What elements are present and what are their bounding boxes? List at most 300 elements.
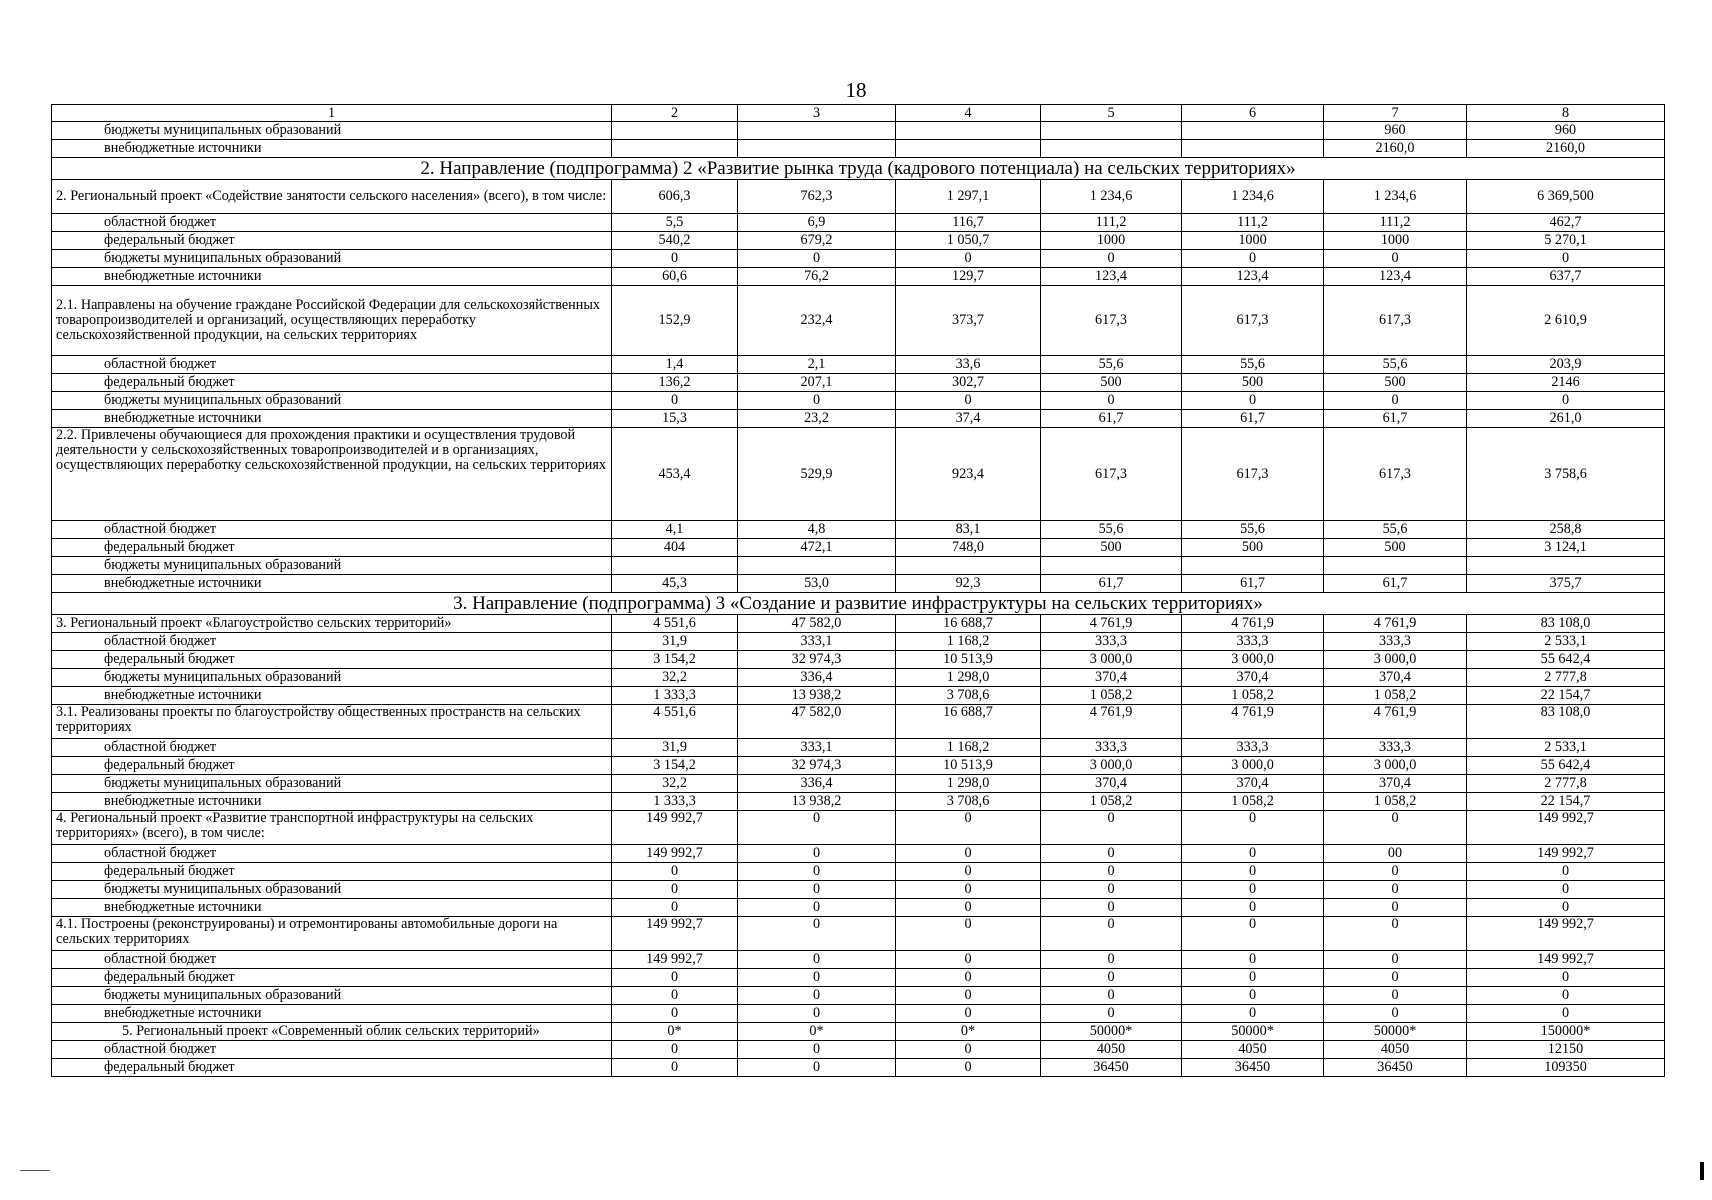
value-cell: 47 582,0 (738, 615, 896, 633)
value-cell: 1,4 (612, 356, 738, 374)
value-cell: 0 (1041, 881, 1182, 899)
value-cell: 3 000,0 (1182, 757, 1324, 775)
value-cell: 4 761,9 (1324, 705, 1467, 739)
value-cell: 3 758,6 (1467, 428, 1665, 521)
value-cell: 0 (1467, 881, 1665, 899)
table-row (52, 951, 1665, 969)
value-cell: 0 (1041, 863, 1182, 881)
value-cell (896, 140, 1041, 158)
value-cell: 0* (612, 1023, 738, 1041)
value-cell: 0 (896, 881, 1041, 899)
row-label: бюджеты муниципальных образований (52, 392, 612, 410)
value-cell: 500 (1324, 374, 1467, 392)
row-label: областной бюджет (52, 214, 612, 232)
value-cell: 0 (1467, 969, 1665, 987)
value-cell: 1000 (1182, 232, 1324, 250)
value-cell: 55 642,4 (1467, 757, 1665, 775)
table-row (52, 775, 1665, 793)
scan-edge-mark (1700, 1162, 1704, 1180)
value-cell: 0 (612, 881, 738, 899)
value-cell (1182, 122, 1324, 140)
value-cell: 2 777,8 (1467, 669, 1665, 687)
value-cell: 55,6 (1324, 521, 1467, 539)
table-row (52, 917, 1665, 951)
table-row (52, 268, 1665, 286)
header-cell: 8 (1467, 105, 1665, 122)
value-cell: 16 688,7 (896, 705, 1041, 739)
value-cell: 23,2 (738, 410, 896, 428)
value-cell: 61,7 (1041, 410, 1182, 428)
value-cell: 55,6 (1041, 521, 1182, 539)
header-cell: 4 (896, 105, 1041, 122)
table-row (52, 863, 1665, 881)
value-cell (1467, 557, 1665, 575)
value-cell: 0 (1182, 951, 1324, 969)
value-cell: 261,0 (1467, 410, 1665, 428)
value-cell: 4 551,6 (612, 615, 738, 633)
row-label: федеральный бюджет (52, 539, 612, 557)
table-row (52, 557, 1665, 575)
value-cell: 53,0 (738, 575, 896, 593)
value-cell: 55 642,4 (1467, 651, 1665, 669)
value-cell: 1 298,0 (896, 775, 1041, 793)
table-row (52, 214, 1665, 232)
value-cell: 1 058,2 (1041, 793, 1182, 811)
table-row (52, 575, 1665, 593)
value-cell: 0 (1467, 392, 1665, 410)
value-cell: 373,7 (896, 286, 1041, 356)
value-cell: 617,3 (1324, 286, 1467, 356)
table-row (52, 969, 1665, 987)
value-cell: 1000 (1324, 232, 1467, 250)
value-cell: 149 992,7 (1467, 951, 1665, 969)
value-cell: 0 (1182, 969, 1324, 987)
value-cell: 0 (738, 969, 896, 987)
value-cell: 3 000,0 (1324, 651, 1467, 669)
value-cell: 00 (1324, 845, 1467, 863)
value-cell (612, 140, 738, 158)
value-cell: 50000* (1041, 1023, 1182, 1041)
value-cell: 47 582,0 (738, 705, 896, 739)
value-cell: 333,3 (1324, 739, 1467, 757)
value-cell: 333,3 (1041, 739, 1182, 757)
value-cell: 0 (1182, 392, 1324, 410)
value-cell: 333,3 (1182, 633, 1324, 651)
value-cell: 4,1 (612, 521, 738, 539)
value-cell: 0 (738, 1005, 896, 1023)
value-cell: 0 (896, 917, 1041, 951)
table-row (52, 250, 1665, 268)
row-label: 2. Региональный проект «Содействие занятости сельского населения» (всего), в том числе: (52, 180, 612, 214)
value-cell: 150000* (1467, 1023, 1665, 1041)
table-row (52, 793, 1665, 811)
value-cell (1182, 557, 1324, 575)
value-cell (612, 122, 738, 140)
value-cell: 637,7 (1467, 268, 1665, 286)
value-cell: 0 (1041, 899, 1182, 917)
value-cell: 123,4 (1324, 268, 1467, 286)
value-cell: 3 124,1 (1467, 539, 1665, 557)
value-cell: 36450 (1041, 1059, 1182, 1077)
value-cell: 0 (1041, 917, 1182, 951)
value-cell (1324, 557, 1467, 575)
row-label: федеральный бюджет (52, 757, 612, 775)
value-cell: 50000* (1182, 1023, 1324, 1041)
value-cell: 333,3 (1041, 633, 1182, 651)
row-label: 4.1. Построены (реконструированы) и отремонтированы автомобильные дороги на сельских территориях (52, 917, 612, 951)
value-cell: 1 333,3 (612, 793, 738, 811)
value-cell: 1 058,2 (1182, 687, 1324, 705)
value-cell: 336,4 (738, 775, 896, 793)
row-label: областной бюджет (52, 739, 612, 757)
value-cell: 0 (896, 969, 1041, 987)
value-cell: 6 369,500 (1467, 180, 1665, 214)
value-cell: 0 (896, 951, 1041, 969)
value-cell: 0 (896, 392, 1041, 410)
value-cell: 0 (738, 863, 896, 881)
value-cell: 0 (1041, 987, 1182, 1005)
value-cell: 617,3 (1182, 428, 1324, 521)
value-cell: 500 (1182, 374, 1324, 392)
header-cell: 5 (1041, 105, 1182, 122)
value-cell: 1000 (1041, 232, 1182, 250)
value-cell: 540,2 (612, 232, 738, 250)
value-cell: 0 (896, 811, 1041, 845)
value-cell: 2146 (1467, 374, 1665, 392)
value-cell: 0 (612, 899, 738, 917)
table-row (52, 739, 1665, 757)
value-cell: 13 938,2 (738, 687, 896, 705)
value-cell: 22 154,7 (1467, 687, 1665, 705)
value-cell: 0 (1467, 863, 1665, 881)
table-row (52, 669, 1665, 687)
value-cell: 0 (612, 863, 738, 881)
value-cell: 617,3 (1324, 428, 1467, 521)
value-cell: 762,3 (738, 180, 896, 214)
value-cell: 83 108,0 (1467, 705, 1665, 739)
table-row (52, 356, 1665, 374)
value-cell (1182, 140, 1324, 158)
value-cell: 123,4 (1182, 268, 1324, 286)
value-cell: 0 (1041, 1005, 1182, 1023)
row-label: бюджеты муниципальных образований (52, 881, 612, 899)
row-label: областной бюджет (52, 356, 612, 374)
value-cell: 2,1 (738, 356, 896, 374)
value-cell: 529,9 (738, 428, 896, 521)
header-cell: 1 (52, 105, 612, 122)
value-cell: 3 708,6 (896, 687, 1041, 705)
row-label: бюджеты муниципальных образований (52, 122, 612, 140)
value-cell (1041, 140, 1182, 158)
value-cell: 0 (1041, 969, 1182, 987)
value-cell: 111,2 (1182, 214, 1324, 232)
value-cell: 0 (1182, 1005, 1324, 1023)
value-cell: 1 168,2 (896, 739, 1041, 757)
table-row (52, 881, 1665, 899)
value-cell: 0 (612, 969, 738, 987)
row-label: областной бюджет (52, 845, 612, 863)
page-number: 18 (845, 78, 867, 102)
table-row (52, 410, 1665, 428)
row-label: федеральный бюджет (52, 863, 612, 881)
value-cell: 3 000,0 (1324, 757, 1467, 775)
table-row (52, 521, 1665, 539)
value-cell: 258,8 (1467, 521, 1665, 539)
row-label: бюджеты муниципальных образований (52, 669, 612, 687)
value-cell: 3 708,6 (896, 793, 1041, 811)
value-cell: 0 (738, 899, 896, 917)
value-cell: 152,9 (612, 286, 738, 356)
value-cell: 606,3 (612, 180, 738, 214)
value-cell: 4 551,6 (612, 705, 738, 739)
row-label: внебюджетные источники (52, 575, 612, 593)
value-cell: 0 (1041, 250, 1182, 268)
value-cell: 92,3 (896, 575, 1041, 593)
row-label: внебюджетные источники (52, 410, 612, 428)
value-cell: 31,9 (612, 633, 738, 651)
value-cell: 2 610,9 (1467, 286, 1665, 356)
value-cell: 4050 (1182, 1041, 1324, 1059)
value-cell: 4,8 (738, 521, 896, 539)
value-cell: 10 513,9 (896, 757, 1041, 775)
value-cell: 0* (738, 1023, 896, 1041)
value-cell: 0 (612, 250, 738, 268)
value-cell: 0 (738, 392, 896, 410)
value-cell: 37,4 (896, 410, 1041, 428)
section-title: 2. Направление (подпрограмма) 2 «Развитие рынка труда (кадрового потенциала) на сельских территориях» (52, 158, 1665, 180)
table-row (52, 1059, 1665, 1077)
value-cell: 1 058,2 (1041, 687, 1182, 705)
value-cell: 0 (1182, 899, 1324, 917)
value-cell: 0 (1324, 917, 1467, 951)
value-cell: 3 154,2 (612, 757, 738, 775)
value-cell: 0 (1324, 899, 1467, 917)
value-cell (738, 557, 896, 575)
header-cell: 6 (1182, 105, 1324, 122)
value-cell: 0 (896, 1005, 1041, 1023)
row-label: бюджеты муниципальных образований (52, 557, 612, 575)
value-cell: 0 (612, 987, 738, 1005)
value-cell: 0 (1324, 392, 1467, 410)
value-cell: 370,4 (1182, 669, 1324, 687)
row-label: 3.1. Реализованы проекты по благоустройству общественных пространств на сельских территориях (52, 705, 612, 739)
value-cell: 136,2 (612, 374, 738, 392)
value-cell: 45,3 (612, 575, 738, 593)
table-row (52, 633, 1665, 651)
value-cell: 149 992,7 (1467, 811, 1665, 845)
row-label: внебюджетные источники (52, 140, 612, 158)
value-cell: 1 050,7 (896, 232, 1041, 250)
row-label: федеральный бюджет (52, 374, 612, 392)
value-cell: 55,6 (1182, 356, 1324, 374)
value-cell (896, 122, 1041, 140)
row-label: 2.2. Привлечены обучающиеся для прохождения практики и осуществления трудовой деятельности у сельскохозяйственных товаропроизводителей и в организациях, осуществляющих переработку сельскохозяйственной продукции, на сельских территориях (52, 428, 612, 521)
value-cell: 0 (1324, 969, 1467, 987)
value-cell (612, 557, 738, 575)
value-cell: 1 058,2 (1324, 687, 1467, 705)
value-cell: 960 (1324, 122, 1467, 140)
value-cell: 370,4 (1324, 775, 1467, 793)
table-row (52, 232, 1665, 250)
value-cell: 32,2 (612, 669, 738, 687)
row-label: областной бюджет (52, 951, 612, 969)
value-cell: 748,0 (896, 539, 1041, 557)
value-cell: 0 (896, 863, 1041, 881)
value-cell: 370,4 (1041, 775, 1182, 793)
value-cell: 13 938,2 (738, 793, 896, 811)
value-cell: 0 (738, 1059, 896, 1077)
table-row (52, 539, 1665, 557)
value-cell: 370,4 (1041, 669, 1182, 687)
value-cell: 0 (1467, 1005, 1665, 1023)
value-cell: 4 761,9 (1324, 615, 1467, 633)
value-cell: 207,1 (738, 374, 896, 392)
value-cell: 36450 (1182, 1059, 1324, 1077)
table-row (52, 705, 1665, 739)
value-cell: 1 058,2 (1324, 793, 1467, 811)
value-cell: 2 533,1 (1467, 739, 1665, 757)
value-cell: 0 (612, 1059, 738, 1077)
header-row (52, 105, 1665, 122)
value-cell: 0 (1467, 250, 1665, 268)
value-cell: 370,4 (1182, 775, 1324, 793)
value-cell: 16 688,7 (896, 615, 1041, 633)
row-label: 3. Региональный проект «Благоустройство сельских территорий» (52, 615, 612, 633)
value-cell: 500 (1041, 539, 1182, 557)
value-cell: 4050 (1324, 1041, 1467, 1059)
value-cell: 50000* (1324, 1023, 1467, 1041)
value-cell: 370,4 (1324, 669, 1467, 687)
value-cell: 22 154,7 (1467, 793, 1665, 811)
value-cell: 0 (738, 845, 896, 863)
value-cell (1041, 557, 1182, 575)
value-cell: 472,1 (738, 539, 896, 557)
value-cell: 4 761,9 (1182, 705, 1324, 739)
value-cell (738, 122, 896, 140)
table-row (52, 811, 1665, 845)
value-cell: 149 992,7 (1467, 845, 1665, 863)
value-cell: 336,4 (738, 669, 896, 687)
table-row (52, 845, 1665, 863)
value-cell: 0 (738, 881, 896, 899)
row-label: бюджеты муниципальных образований (52, 987, 612, 1005)
row-label: федеральный бюджет (52, 651, 612, 669)
value-cell: 4 761,9 (1182, 615, 1324, 633)
value-cell: 232,4 (738, 286, 896, 356)
value-cell: 61,7 (1182, 410, 1324, 428)
value-cell: 333,3 (1324, 633, 1467, 651)
table-row (52, 615, 1665, 633)
value-cell: 0 (1041, 392, 1182, 410)
value-cell: 0 (1182, 845, 1324, 863)
value-cell: 0 (1324, 863, 1467, 881)
value-cell: 61,7 (1182, 575, 1324, 593)
value-cell: 0 (896, 250, 1041, 268)
value-cell: 61,7 (1324, 410, 1467, 428)
value-cell: 83 108,0 (1467, 615, 1665, 633)
value-cell: 0 (1041, 845, 1182, 863)
table-row (52, 122, 1665, 140)
value-cell: 0 (738, 917, 896, 951)
row-label: внебюджетные источники (52, 899, 612, 917)
value-cell (896, 557, 1041, 575)
value-cell: 302,7 (896, 374, 1041, 392)
value-cell: 404 (612, 539, 738, 557)
row-label: областной бюджет (52, 521, 612, 539)
row-label: 4. Региональный проект «Развитие транспортной инфраструктуры на сельских территориях» (всего), в том числе: (52, 811, 612, 845)
value-cell: 375,7 (1467, 575, 1665, 593)
table-row (52, 140, 1665, 158)
value-cell: 5,5 (612, 214, 738, 232)
scan-artifact-line (20, 1170, 50, 1171)
value-cell: 10 513,9 (896, 651, 1041, 669)
value-cell: 111,2 (1041, 214, 1182, 232)
value-cell: 0 (612, 392, 738, 410)
table-row (52, 428, 1665, 521)
value-cell: 617,3 (1041, 428, 1182, 521)
value-cell: 55,6 (1182, 521, 1324, 539)
row-label: федеральный бюджет (52, 1059, 612, 1077)
value-cell: 149 992,7 (612, 951, 738, 969)
value-cell: 333,3 (1182, 739, 1324, 757)
value-cell: 0 (1041, 951, 1182, 969)
header-cell: 3 (738, 105, 896, 122)
value-cell: 3 000,0 (1041, 651, 1182, 669)
value-cell: 1 234,6 (1041, 180, 1182, 214)
value-cell: 0 (896, 899, 1041, 917)
value-cell: 61,7 (1041, 575, 1182, 593)
table-row (52, 1005, 1665, 1023)
value-cell: 0 (1467, 899, 1665, 917)
value-cell: 2160,0 (1467, 140, 1665, 158)
value-cell: 123,4 (1041, 268, 1182, 286)
table-row (52, 180, 1665, 214)
value-cell: 0* (896, 1023, 1041, 1041)
table-row (52, 651, 1665, 669)
header-cell: 7 (1324, 105, 1467, 122)
value-cell: 149 992,7 (612, 811, 738, 845)
value-cell: 60,6 (612, 268, 738, 286)
value-cell: 923,4 (896, 428, 1041, 521)
value-cell: 61,7 (1324, 575, 1467, 593)
value-cell: 3 000,0 (1041, 757, 1182, 775)
value-cell: 4 761,9 (1041, 615, 1182, 633)
value-cell: 0 (1324, 951, 1467, 969)
value-cell: 32 974,3 (738, 651, 896, 669)
row-label: внебюджетные источники (52, 268, 612, 286)
value-cell: 116,7 (896, 214, 1041, 232)
section-header-row (52, 158, 1665, 180)
value-cell: 76,2 (738, 268, 896, 286)
row-label: 2.1. Направлены на обучение граждане Российской Федерации для сельскохозяйственных товаропроизводителей и организаций, осуществляющих переработку сельскохозяйственной продукции, на сельских территориях (52, 286, 612, 356)
value-cell: 6,9 (738, 214, 896, 232)
value-cell: 500 (1182, 539, 1324, 557)
value-cell: 12150 (1467, 1041, 1665, 1059)
table-row (52, 392, 1665, 410)
table-body (52, 105, 1665, 1077)
value-cell: 333,1 (738, 633, 896, 651)
row-label: внебюджетные источники (52, 687, 612, 705)
value-cell: 0 (1182, 917, 1324, 951)
value-cell: 2 533,1 (1467, 633, 1665, 651)
table-row (52, 1041, 1665, 1059)
value-cell: 3 000,0 (1182, 651, 1324, 669)
value-cell: 462,7 (1467, 214, 1665, 232)
value-cell: 1 297,1 (896, 180, 1041, 214)
value-cell: 32 974,3 (738, 757, 896, 775)
value-cell: 5 270,1 (1467, 232, 1665, 250)
value-cell: 31,9 (612, 739, 738, 757)
